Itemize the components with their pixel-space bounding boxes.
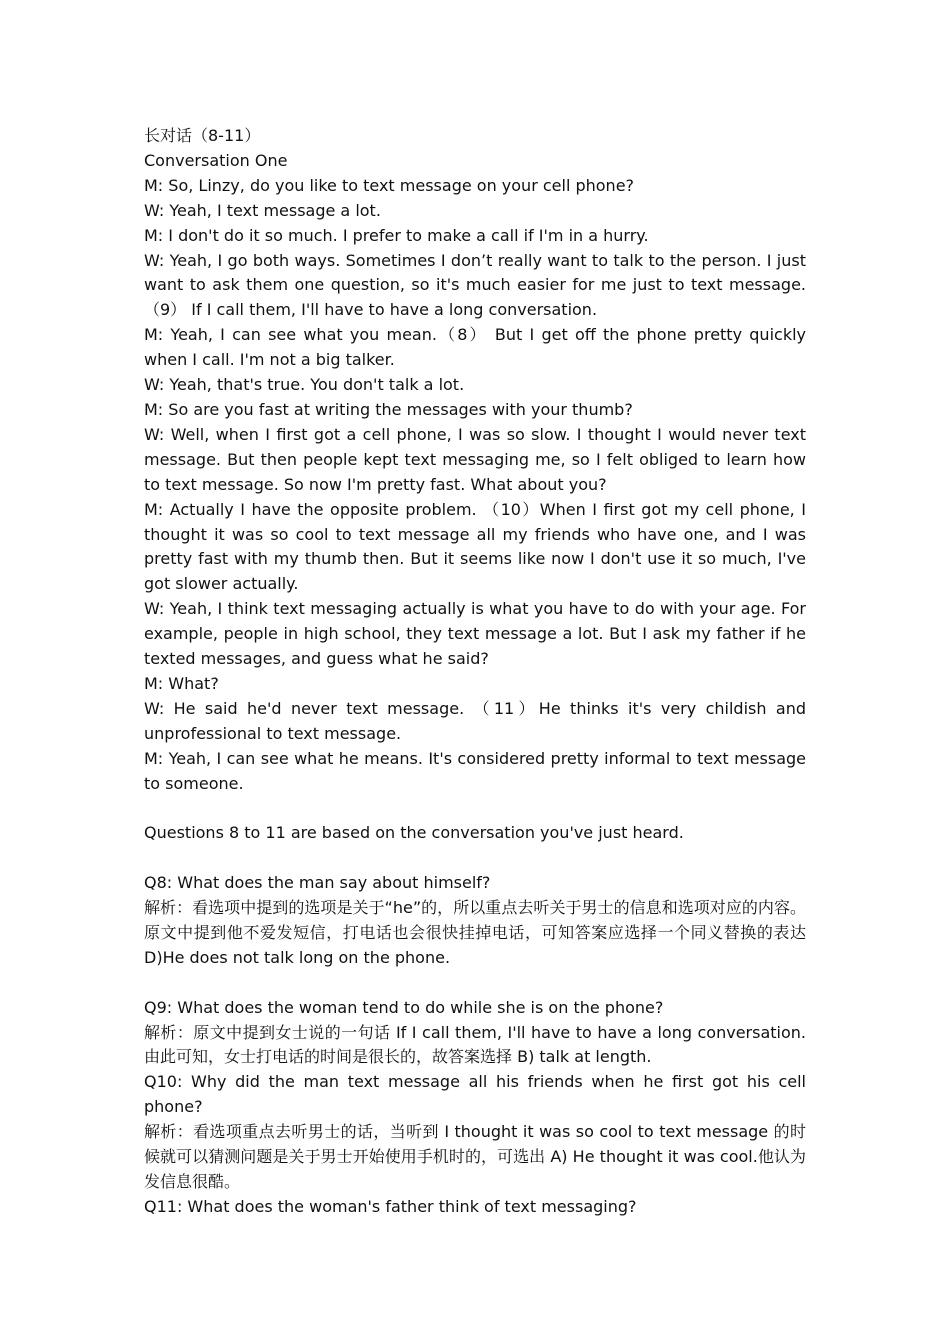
questions-intro: Questions 8 to 11 are based on the conversation you've just heard. xyxy=(144,823,684,843)
question-9: Q9: What does the woman tend to do while she is on the phone? xyxy=(144,997,664,1017)
spacer xyxy=(144,846,806,871)
section-heading: 长对话（8-11） xyxy=(144,126,261,145)
question-10: Q10: Why did the man text message all his friends when he first got his cell phone? xyxy=(144,1072,806,1117)
dialogue-line: M: What? xyxy=(144,673,219,693)
question-8-analysis: 解析：看选项中提到的选项是关于“he”的，所以重点去听关于男士的信息和选项对应的内容。原文中提到他不爱发短信，打电话也会很快挂掉电话，可知答案应选择一个同义替换的表达 D)He does not talk long on the phone. xyxy=(144,898,806,967)
dialogue-line: M: I don't do it so much. I prefer to make a call if I'm in a hurry. xyxy=(144,225,649,245)
dialogue-line: W: Yeah, I go both ways. Sometimes I don’t really want to talk to the person. I just want to ask them one question, so it's much easier for me just to text message.（9） If I call them, I'll have to have a long conversation. xyxy=(144,250,806,320)
dialogue-line: W: Well, when I first got a cell phone, I was so slow. I thought I would never text message. But then people kept text messaging me, so I felt obliged to learn how to text message. So now I'm pretty fast. What about you? xyxy=(144,424,806,494)
dialogue-line: W: Yeah, I think text messaging actually is what you have to do with your age. For example, people in high school, they text message a lot. But I ask my father if he texted messages, and guess what he said? xyxy=(144,599,806,669)
dialogue-line: M: So, Linzy, do you like to text message on your cell phone? xyxy=(144,175,635,195)
question-8: Q8: What does the man say about himself? xyxy=(144,873,491,893)
spacer xyxy=(144,971,806,996)
dialogue-line: W: Yeah, that's true. You don't talk a lot. xyxy=(144,375,465,395)
dialogue-line: W: He said he'd never text message. （11）He thinks it's very childish and unprofessional to text message. xyxy=(144,698,806,743)
dialogue-line: M: So are you fast at writing the messages with your thumb? xyxy=(144,399,633,419)
dialogue-line: M: Yeah, I can see what he means. It's considered pretty informal to text message to someone. xyxy=(144,748,806,793)
dialogue-line: W: Yeah, I text message a lot. xyxy=(144,200,381,220)
question-11: Q11: What does the woman's father think of text messaging? xyxy=(144,1196,637,1216)
dialogue-line: M: Yeah, I can see what you mean.（8） But I get off the phone pretty quickly when I call. I'm not a big talker. xyxy=(144,325,806,370)
question-10-analysis: 解析：看选项重点去听男士的话，当听到 I thought it was so cool to text message 的时候就可以猜测问题是关于男士开始使用手机时的，可选出 A) He thought it was cool.他认为发信息很酷。 xyxy=(144,1122,806,1192)
conversation-title: Conversation One xyxy=(144,150,288,170)
question-9-analysis: 解析：原文中提到女士说的一句话 If I call them, I'll have to have a long conversation. 由此可知，女士打电话的时间是很长的，故答案选择 B) talk at length. xyxy=(144,1022,806,1067)
dialogue-line: M: Actually I have the opposite problem. （10）When I first got my cell phone, I thought it was so cool to text message all my friends who have one, and I was pretty fast with my thumb then. But it seems like now I don't use it so much, I've got slower actually. xyxy=(144,499,806,594)
document-page xyxy=(144,124,806,1220)
spacer xyxy=(144,796,806,821)
